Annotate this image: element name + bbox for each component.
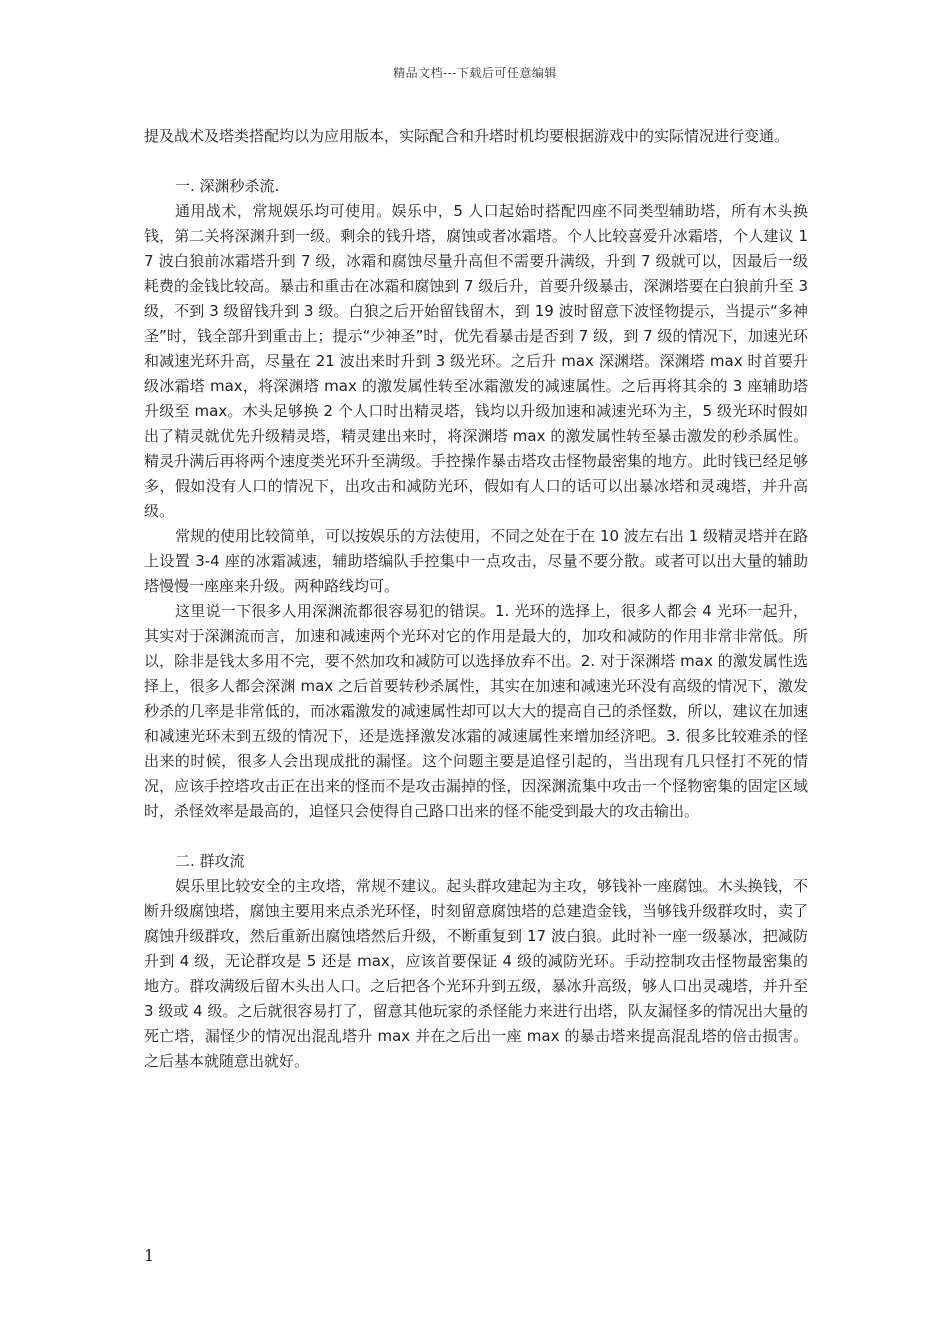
section-1-paragraph: 通用战术，常规娱乐均可使用。娱乐中，5 人口起始时搭配四座不同类型辅助塔，所有木头换钱，第二关将深渊升到一级。剩余的钱升塔，腐蚀或者冰霜塔。个人比较喜爱升冰霜塔，个人建议 17 波白狼前冰霜塔升到 7 级，冰霜和腐蚀尽量升高但不需要升满级，升到 7 级就可以，因最后一级耗费的金钱比较高。暴击和重击在冰霜和腐蚀到 7 级后升，首要升级暴击，深渊塔要在白狼前升至 3 级，不到 3 级留钱升到 3 级。白狼之后开始留钱留木，到 19 波时留意下波怪物提示，当提示“多神圣”时，钱全部升到重击上；提示“少神圣”时，优先看暴击是否到 7 级，到 7 级的情况下，加速光环和减速光环升高，尽量在 21 波出来时升到 3 级光环。之后升 max 深渊塔。深渊塔 max 时首要升级冰霜塔 max，将深渊塔 max 的激发属性转至冰霜激发的减速属性。之后再将其余的 3 座辅助塔升级至 max。木头足够换 2 个人口时出精灵塔，钱均以升级加速和减速光环为主，5 级光环时假如出了精灵就优先升级精灵塔，精灵建出来时，将深渊塔 max 的激发属性转至暴击激发的秒杀属性。精灵升满后再将两个速度类光环升至满级。手控操作暴击塔攻击怪物最密集的地方。此时钱已经足够多，假如没有人口的情况下，出攻击和减防光环，假如有人口的话可以出暴冰塔和灵魂塔，并升高级。: [144, 202, 808, 520]
page-number: 1: [144, 1246, 155, 1265]
section-heading-2: 二. 群攻流: [175, 852, 245, 870]
page-header: 精品文档---下载后可任意编辑: [393, 66, 557, 80]
section-heading-1: 一. 深渊秒杀流.: [175, 177, 280, 195]
section-1-paragraph: 常规的使用比较简单，可以按娱乐的方法使用，不同之处在于在 10 波左右出 1 级精灵塔并在路上设置 3-4 座的冰霜减速，辅助塔编队手控集中一点攻击，尽量不要分散。或者可以出大量的辅助塔慢慢一座座来升级。两种路线均可。: [144, 527, 808, 595]
document-body: [144, 124, 808, 1074]
spacer: [144, 149, 808, 174]
section-2-paragraph: 娱乐里比较安全的主攻塔，常规不建议。起头群攻建起为主攻，够钱补一座腐蚀。木头换钱，不断升级腐蚀塔，腐蚀主要用来点杀光环怪，时刻留意腐蚀塔的总建造金钱，当够钱升级群攻时，卖了腐蚀升级群攻，然后重新出腐蚀塔然后升级，不断重复到 17 波白狼。此时补一座一级暴冰，把减防升到 4 级，无论群攻是 5 还是 max，应该首要保证 4 级的减防光环。手动控制攻击怪物最密集的地方。群攻满级后留木头出人口。之后把各个光环升到五级，暴冰升高级，够人口出灵魂塔，并升至 3 级或 4 级。之后就很容易打了，留意其他玩家的杀怪能力来进行出塔，队友漏怪多的情况出大量的死亡塔，漏怪少的情况出混乱塔升 max 并在之后出一座 max 的暴击塔来提高混乱塔的倍击损害。之后基本就随意出就好。: [144, 877, 808, 1070]
section-1-paragraph: 这里说一下很多人用深渊流都很容易犯的错误。1. 光环的选择上，很多人都会 4 光环一起升，其实对于深渊流而言，加速和减速两个光环对它的作用是最大的，加攻和减防的作用非常非常低。所以，除非是钱太多用不完，要不然加攻和减防可以选择放弃不出。2. 对于深渊塔 max 的激发属性选择上，很多人都会深渊 max 之后首要转秒杀属性，其实在加速和减速光环没有高级的情况下，激发秒杀的几率是非常低的，而冰霜激发的减速属性却可以大大的提高自己的杀怪数，所以，建议在加速和减速光环未到五级的情况下，还是选择激发冰霜的减速属性来增加经济吧。3. 很多比较难杀的怪出来的时候，很多人会出现成批的漏怪。这个问题主要是追怪引起的，当出现有几只怪打不死的情况，应该手控塔攻击正在出来的怪而不是攻击漏掉的怪，因深渊流集中攻击一个怪物密集的固定区域时，杀怪效率是最高的，追怪只会使得自己路口出来的怪不能受到最大的攻击输出。: [144, 602, 808, 820]
spacer: [144, 824, 808, 849]
intro-paragraph: 提及战术及塔类搭配均以为应用版本，实际配合和升塔时机均要根据游戏中的实际情况进行变通。: [144, 127, 790, 145]
